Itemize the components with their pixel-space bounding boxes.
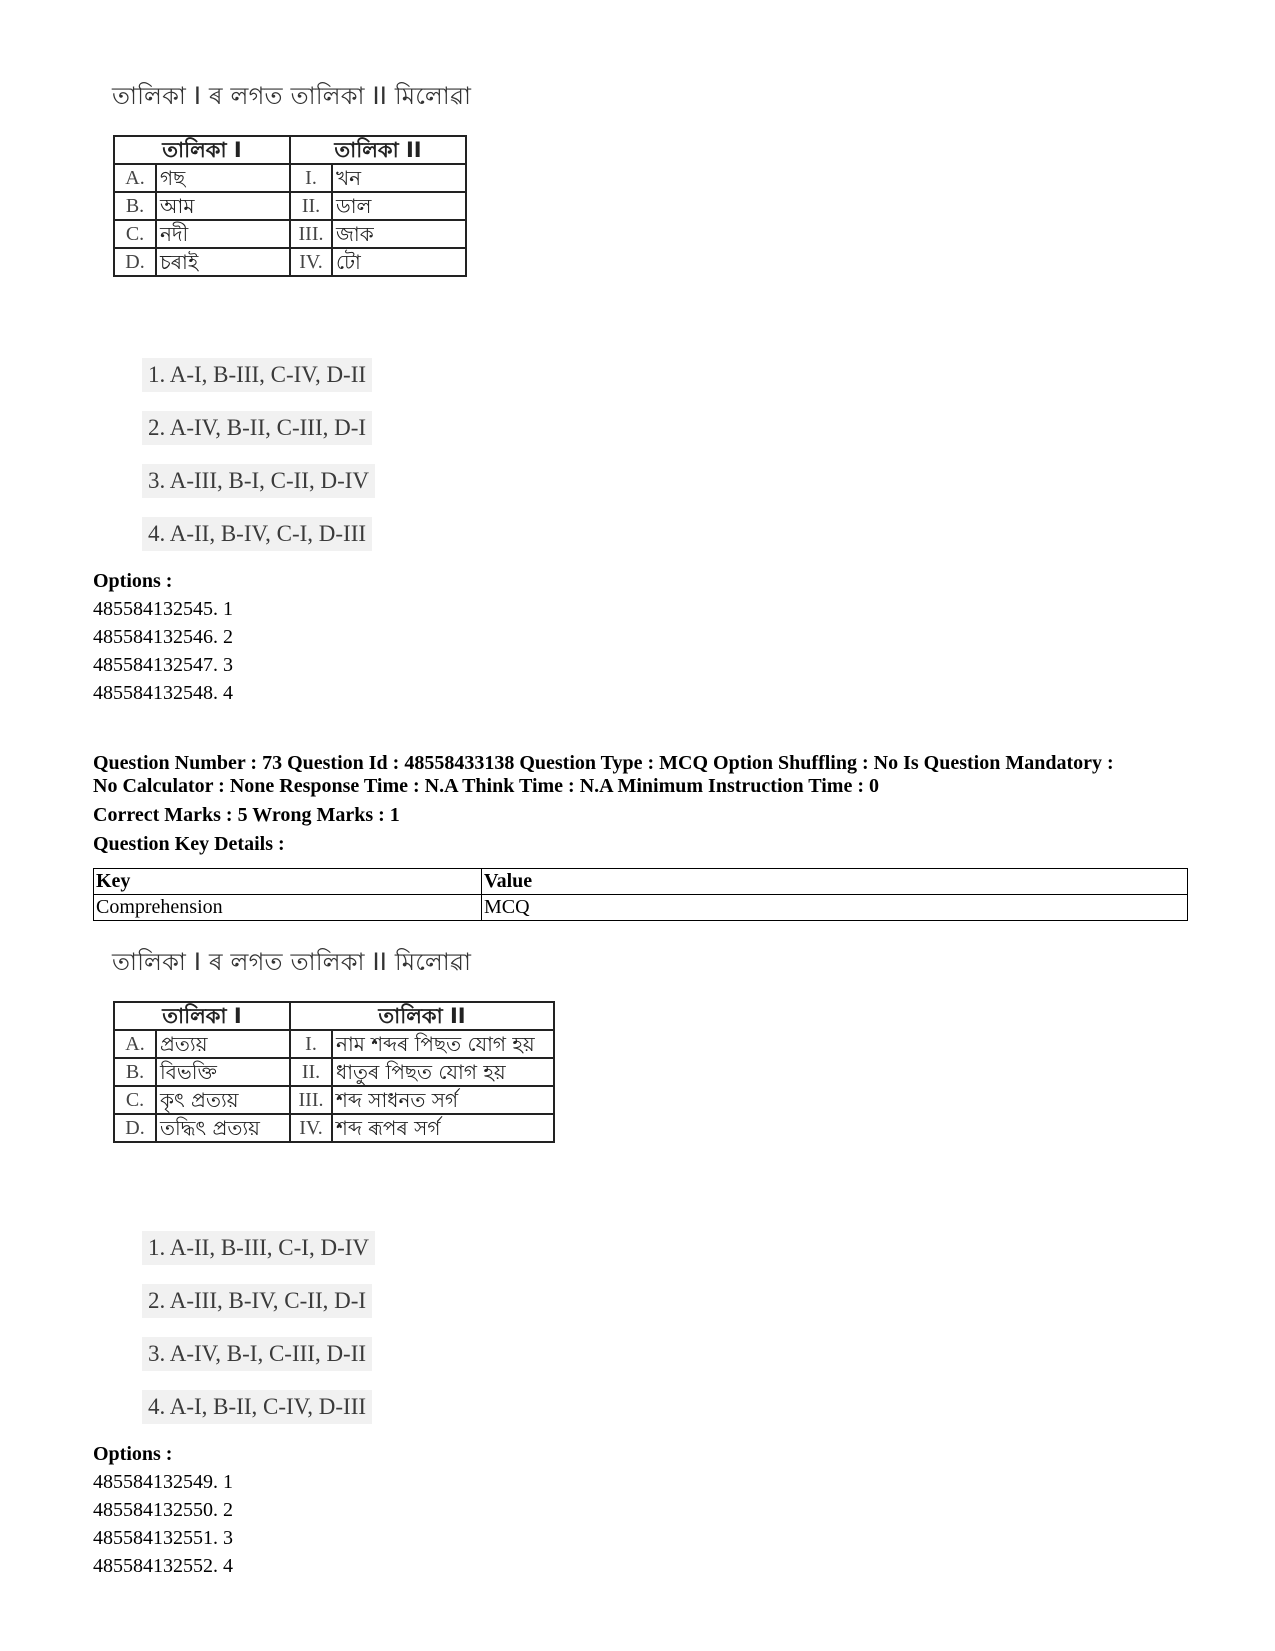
value-cell: MCQ — [482, 895, 1188, 921]
q72-choice-4: 4. A-II, B-IV, C-I, D-III — [142, 517, 372, 551]
q73-match-table — [113, 1001, 555, 1143]
row-label: III. — [290, 220, 332, 248]
q73-choice-4: 4. A-I, B-II, C-IV, D-III — [142, 1390, 372, 1424]
q73-choice-3: 3. A-IV, B-I, C-III, D-II — [142, 1337, 372, 1371]
row-label: B. — [114, 1058, 156, 1086]
table-row — [114, 248, 466, 276]
row-value: চৰাই — [156, 248, 290, 276]
row-label: IV. — [290, 248, 332, 276]
row-value: জাক — [332, 220, 466, 248]
row-value: বিভক্তি — [156, 1058, 290, 1086]
row-label: II. — [290, 1058, 332, 1086]
table-row — [114, 220, 466, 248]
q73-meta-line-2: No Calculator : None Response Time : N.A Think Time : N.A Minimum Instruction Time : 0 — [93, 775, 879, 797]
table-row — [114, 1030, 554, 1058]
key-cell: Comprehension — [94, 895, 482, 921]
row-label: III. — [290, 1086, 332, 1114]
q72-option-2: 485584132546. 2 — [93, 626, 233, 648]
q72-col1-header: তালিকা I — [114, 136, 290, 164]
row-label: A. — [114, 1030, 156, 1058]
row-label: A. — [114, 164, 156, 192]
table-row — [114, 192, 466, 220]
row-label: IV. — [290, 1114, 332, 1142]
q73-col2-header: তালিকা II — [290, 1002, 554, 1030]
row-value: প্ৰত্যয় — [156, 1030, 290, 1058]
q72-instruction: তালিকা I ৰ লগত তালিকা II মিলোৱা — [112, 82, 472, 110]
row-label: D. — [114, 1114, 156, 1142]
row-value: শব্দ ৰূপৰ সৰ্গ — [332, 1114, 554, 1142]
table-row — [94, 869, 1188, 895]
q73-col1-header: তালিকা I — [114, 1002, 290, 1030]
row-label: B. — [114, 192, 156, 220]
row-value: খন — [332, 164, 466, 192]
table-row — [114, 1058, 554, 1086]
row-label: II. — [290, 192, 332, 220]
row-label: I. — [290, 1030, 332, 1058]
row-value: শব্দ সাধনত সৰ্গ — [332, 1086, 554, 1114]
q72-match-table — [113, 135, 467, 277]
q73-option-3: 485584132551. 3 — [93, 1527, 233, 1549]
q72-col2-header: তালিকা II — [290, 136, 466, 164]
row-label: C. — [114, 1086, 156, 1114]
q73-key-details-label: Question Key Details : — [93, 833, 285, 855]
q73-option-4: 485584132552. 4 — [93, 1555, 233, 1577]
row-label: D. — [114, 248, 156, 276]
q73-choice-2: 2. A-III, B-IV, C-II, D-I — [142, 1284, 372, 1318]
row-value: গছ — [156, 164, 290, 192]
value-header: Value — [482, 869, 1188, 895]
row-value: নাম শব্দৰ পিছত যোগ হয় — [332, 1030, 554, 1058]
row-label: I. — [290, 164, 332, 192]
row-value: নদী — [156, 220, 290, 248]
row-label: C. — [114, 220, 156, 248]
row-value: ধাতুৰ পিছত যোগ হয় — [332, 1058, 554, 1086]
q72-options-label: Options : — [93, 570, 173, 592]
q72-option-4: 485584132548. 4 — [93, 682, 233, 704]
row-value: টো — [332, 248, 466, 276]
row-value: কৃৎ প্ৰত্যয় — [156, 1086, 290, 1114]
row-value: আম — [156, 192, 290, 220]
table-row — [94, 895, 1188, 921]
q72-option-1: 485584132545. 1 — [93, 598, 233, 620]
q73-options-label: Options : — [93, 1443, 173, 1465]
q73-marks: Correct Marks : 5 Wrong Marks : 1 — [93, 804, 400, 826]
q73-option-1: 485584132549. 1 — [93, 1471, 233, 1493]
row-value: ডাল — [332, 192, 466, 220]
q72-choice-1: 1. A-I, B-III, C-IV, D-II — [142, 358, 372, 392]
row-value: তদ্ধিৎ প্ৰত্যয় — [156, 1114, 290, 1142]
table-row — [114, 1086, 554, 1114]
q73-instruction: তালিকা I ৰ লগত তালিকা II মিলোৱা — [112, 948, 472, 976]
key-header: Key — [94, 869, 482, 895]
q73-key-table — [93, 868, 1188, 921]
q72-option-3: 485584132547. 3 — [93, 654, 233, 676]
q72-choice-3: 3. A-III, B-I, C-II, D-IV — [142, 464, 375, 498]
table-row — [114, 1114, 554, 1142]
q73-option-2: 485584132550. 2 — [93, 1499, 233, 1521]
table-row — [114, 164, 466, 192]
q73-choice-1: 1. A-II, B-III, C-I, D-IV — [142, 1231, 375, 1265]
q73-meta-line-1: Question Number : 73 Question Id : 48558433138 Question Type : MCQ Option Shuffling : No Is Question Mandatory : — [93, 752, 1114, 774]
q72-choice-2: 2. A-IV, B-II, C-III, D-I — [142, 411, 372, 445]
